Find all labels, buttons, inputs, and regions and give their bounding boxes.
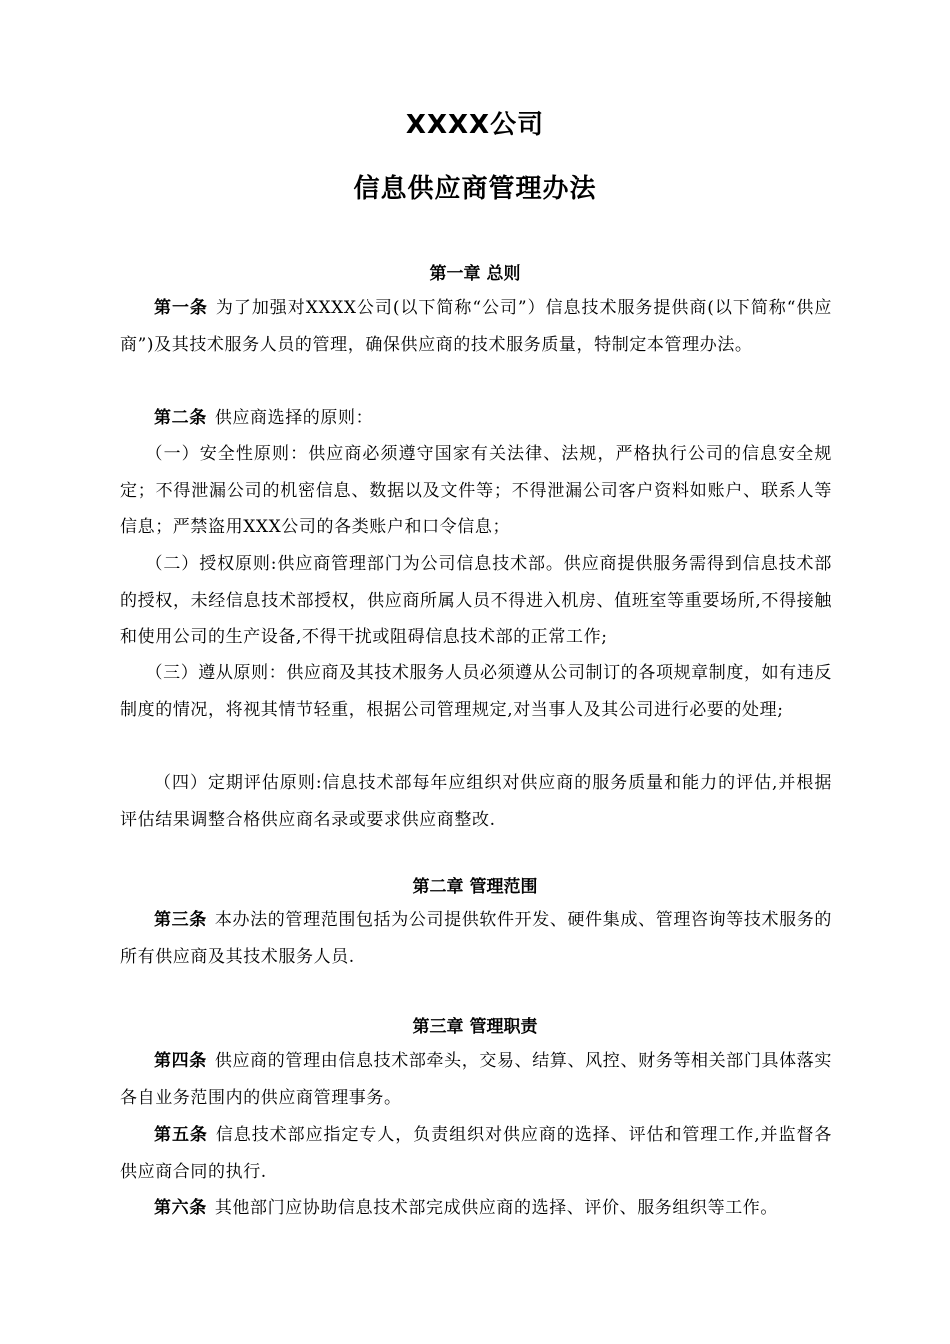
article-text: 供应商的管理由信息技术部牵头，交易、结算、风控、财务等相关部门具体落实各自业务范围内的供应商管理事务。 bbox=[120, 1051, 832, 1108]
document-title: 信息供应商管理办法 bbox=[353, 174, 597, 204]
article-text: 为了加强对XXXX公司(以下简称“公司”）信息技术服务提供商(以下简称“供应商”)及其技术服务人员的管理，确保供应商的技术服务质量，特制定本管理办法。 bbox=[120, 298, 832, 355]
article-paragraph bbox=[120, 400, 832, 437]
article-label: 第三条 bbox=[154, 910, 207, 930]
article-paragraph bbox=[120, 290, 832, 363]
principle-text: （二）授权原则:供应商管理部门为公司信息技术部。供应商提供服务需得到信息技术部的授权，未经信息技术部授权，供应商所属人员不得进入机房、值班室等重要场所,不得接触和使用公司的生产设备,不得干扰或阻碍信息技术部的正常工作; bbox=[120, 554, 832, 647]
article-paragraph bbox=[120, 1043, 832, 1116]
article-label: 第一条 bbox=[154, 298, 208, 318]
principle-paragraph bbox=[120, 436, 832, 546]
principle-text: （一）安全性原则：供应商必须遵守国家有关法律、法规，严格执行公司的信息安全规定；不得泄漏公司的机密信息、数据以及文件等；不得泄漏公司客户资料如账户、联系人等信息；严禁盗用XXX公司的各类账户和口令信息； bbox=[120, 444, 832, 537]
article-paragraph bbox=[120, 1117, 832, 1190]
principle-paragraph bbox=[120, 546, 832, 656]
article-label: 第四条 bbox=[154, 1051, 207, 1071]
company-title: XXXX公司 bbox=[405, 110, 545, 140]
article-label: 第二条 bbox=[154, 408, 207, 428]
chapter-heading: 第二章 管理范围 bbox=[412, 877, 538, 897]
article-paragraph bbox=[120, 1190, 832, 1227]
article-text: 其他部门应协助信息技术部完成供应商的选择、评价、服务组织等工作。 bbox=[214, 1198, 779, 1218]
article-text: 本办法的管理范围包括为公司提供软件开发、硬件集成、管理咨询等技术服务的所有供应商及其技术服务人员. bbox=[120, 910, 832, 967]
article-label: 第五条 bbox=[154, 1125, 208, 1145]
article-paragraph bbox=[120, 902, 832, 975]
principle-paragraph bbox=[120, 655, 832, 728]
article-text: 供应商选择的原则： bbox=[214, 408, 374, 428]
chapter-heading: 第三章 管理职责 bbox=[412, 1017, 538, 1037]
principle-text: （三）遵从原则：供应商及其技术服务人员必须遵从公司制订的各项规章制度，如有违反制度的情况，将视其情节轻重，根据公司管理规定,对当事人及其公司进行必要的处理; bbox=[120, 663, 832, 720]
principle-text: （四）定期评估原则:信息技术部每年应组织对供应商的服务质量和能力的评估,并根据评估结果调整合格供应商名录或要求供应商整改. bbox=[120, 773, 832, 830]
principle-paragraph bbox=[120, 765, 832, 838]
article-label: 第六条 bbox=[154, 1198, 207, 1218]
chapter-heading: 第一章 总则 bbox=[429, 264, 521, 284]
article-text: 信息技术部应指定专人，负责组织对供应商的选择、评估和管理工作,并监督各供应商合同的执行. bbox=[120, 1125, 832, 1182]
